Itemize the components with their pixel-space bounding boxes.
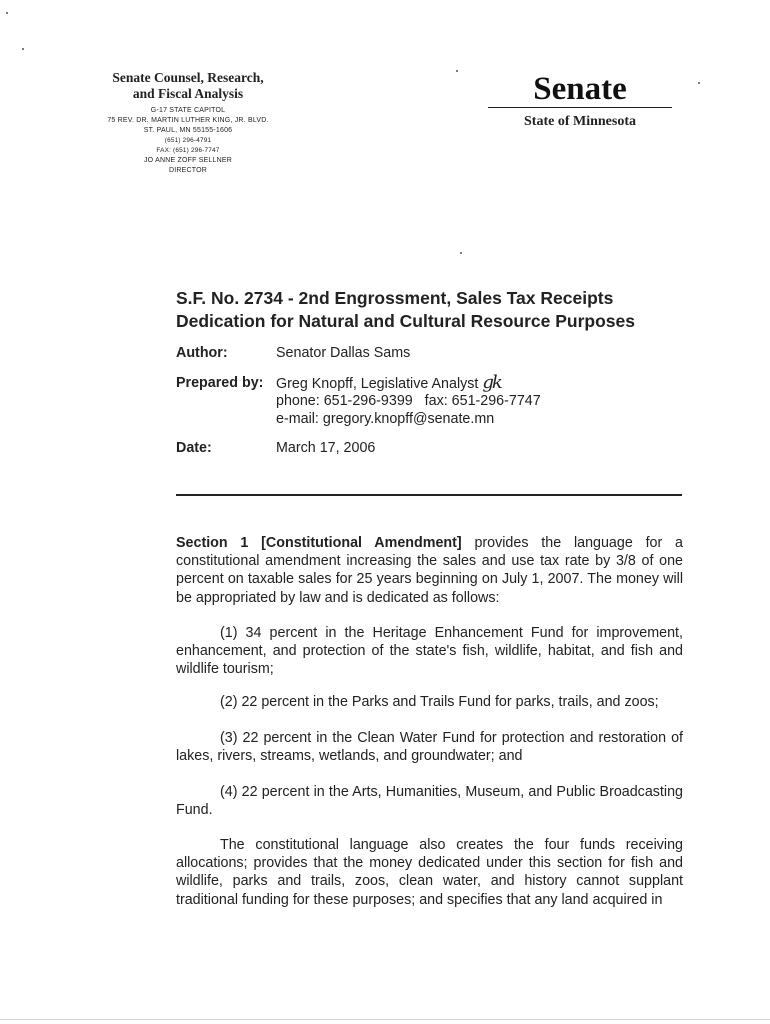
director-title: DIRECTOR [168,167,208,174]
date-value: March 17, 2006 [276,440,376,456]
paragraph-section1 [176,534,683,607]
item1-text: (1) 34 percent in the Heritage Enhancement Fund for improvement, enhancement, and protection of the state's fish, wildlife, habitat, and fish and wildlife tourism; [176,625,683,678]
title-line1: S.F. No. 2734 - 2nd Engrossment, Sales Tax Receipts [176,288,614,308]
author-value: Senator Dallas Sams [276,345,411,361]
paragraph-item3 [176,729,683,765]
senate-heading: Senate [533,71,627,107]
section-heading: Section 1 [Constitutional Amendment] [176,535,462,551]
paragraph-item1 [176,624,683,679]
date-label: Date: [176,440,212,456]
analyst-email: e-mail: gregory.knopff@senate.mn [276,411,495,427]
item4-text: (4) 22 percent in the Arts, Humanities, Museum, and Public Broadcasting Fund. [176,784,683,819]
org-name-line2: and Fiscal Analysis [132,86,244,101]
handwritten-initials: gk [482,372,501,393]
item3-text: (3) 22 percent in the Clean Water Fund for protection and restoration of lakes, rivers, streams, wetlands, and groundwater; and [176,730,683,765]
paragraph-final [176,836,683,909]
scan-speck [22,48,24,50]
paragraph-item2 [176,693,683,711]
address-line3: ST. PAUL, MN 55155-1606 [143,127,233,134]
document-title [176,287,696,333]
scan-speck [698,82,700,84]
prepared-name: Greg Knopff, Legislative Analyst [276,376,479,392]
scan-speck [460,252,462,254]
org-name-line1: Senate Counsel, Research, [112,70,264,85]
director-name: JO ANNE ZOFF SELLNER [143,157,233,164]
analyst-phone: phone: 651-296-9399 fax: 651-296-7747 [276,393,541,409]
state-of-minnesota: State of Minnesota [524,114,636,129]
address-line1: G-17 STATE CAPITOL [150,107,226,114]
page-bottom-edge [0,1019,770,1020]
fax-line: FAX: (651) 296-7747 [156,147,220,154]
letterhead-right [488,72,672,130]
paragraph-item4 [176,783,683,819]
prepared-label: Prepared by: [176,375,264,391]
prepared-value [276,374,501,393]
section-divider [176,494,682,496]
senate-rule [488,107,672,108]
letterhead-left [88,70,288,176]
address-line2: 75 REV. DR. MARTIN LUTHER KING, JR. BLVD. [107,117,269,124]
scan-speck [456,70,458,72]
section1-text: provides the language for a constitutional amendment increasing the sales and use tax rate by 3/8 of one percent on taxable sales for 25 years beginning on July 1, 2007. The money will be appropriated by law and is dedicated as follows: [176,535,683,606]
item2-text: (2) 22 percent in the Parks and Trails Fund for parks, trails, and zoos; [220,694,659,710]
title-line2: Dedication for Natural and Cultural Resource Purposes [176,311,635,331]
author-label: Author: [176,345,228,361]
scan-speck [6,12,8,14]
final-text: The constitutional language also creates the four funds receiving allocations; provides that the money dedicated under this section for fish and wildlife, parks and trails, zoos, clean water, and history cannot supplant traditional funding for these purposes; and specifies that any land acquired in [176,837,683,908]
phone-line: (651) 296-4791 [164,137,212,144]
